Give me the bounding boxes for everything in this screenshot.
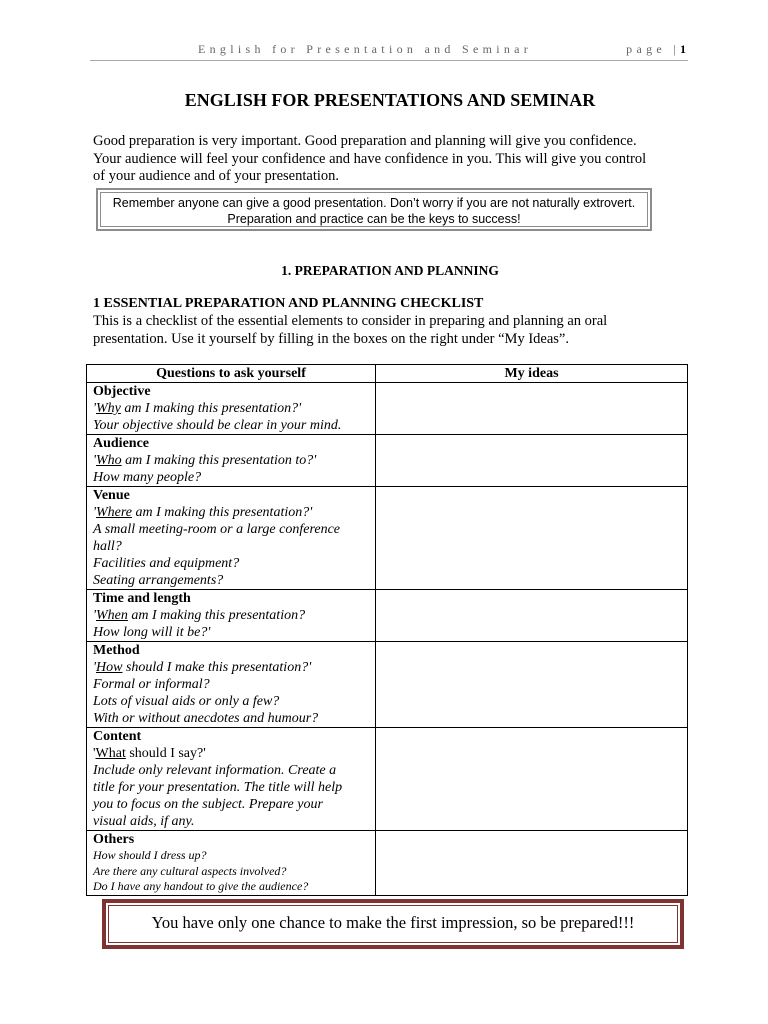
question-keyword: Who xyxy=(96,453,122,468)
row-label: Audience xyxy=(93,436,149,451)
table-row xyxy=(87,831,688,896)
table-header-row xyxy=(87,365,688,383)
description-line: presentation. Use it yourself by filling in the boxes on the right under “My Ideas”. xyxy=(93,330,569,347)
ideas-cell[interactable] xyxy=(376,590,688,642)
row-label: Objective xyxy=(93,384,151,399)
row-label: Method xyxy=(93,643,140,658)
row-detail: Your objective should be clear in your mind. xyxy=(93,418,342,433)
intro-paragraph xyxy=(93,133,693,186)
question-keyword: Why xyxy=(96,401,121,416)
row-question: 'Where am I making this presentation?' xyxy=(93,505,313,520)
tip-line: Preparation and practice can be the keys to success! xyxy=(227,212,521,226)
row-detail: Include only relevant information. Create a xyxy=(93,763,337,778)
checklist-description xyxy=(93,313,693,348)
table-row xyxy=(87,487,688,590)
row-question: 'What should I say?' xyxy=(93,746,206,761)
row-label: Content xyxy=(93,729,142,744)
ideas-cell[interactable] xyxy=(376,728,688,831)
row-question: 'How should I make this presentation?' xyxy=(93,660,312,675)
row-detail: Seating arrangements? xyxy=(93,573,224,588)
question-cell xyxy=(87,642,376,728)
page-label: page | xyxy=(626,42,680,56)
section-heading: 1. PREPARATION AND PLANNING xyxy=(281,263,499,278)
impression-text: You have only one chance to make the first impression, so be prepared!!! xyxy=(108,905,678,943)
question-cell xyxy=(87,383,376,435)
question-keyword: When xyxy=(96,608,128,623)
row-detail: With or without anecdotes and humour? xyxy=(93,711,319,726)
question-keyword: What xyxy=(95,746,126,761)
checklist-heading: 1 ESSENTIAL PREPARATION AND PLANNING CHECKLIST xyxy=(93,296,484,311)
row-label: Time and length xyxy=(93,591,191,606)
ideas-cell[interactable] xyxy=(376,383,688,435)
table-row xyxy=(87,728,688,831)
row-label: Venue xyxy=(93,488,130,503)
row-detail: How many people? xyxy=(93,470,202,485)
row-detail: How long will it be?' xyxy=(93,625,211,640)
question-keyword: Where xyxy=(96,505,133,520)
row-label: Others xyxy=(93,832,135,847)
header-page xyxy=(626,42,686,57)
row-detail: A small meeting-room or a large conference xyxy=(93,522,341,537)
row-detail: Formal or informal? xyxy=(93,677,210,692)
ideas-cell[interactable] xyxy=(376,831,688,896)
intro-line: of your audience and of your presentation. xyxy=(93,168,340,184)
ideas-cell[interactable] xyxy=(376,487,688,590)
tip-box-inner xyxy=(100,192,648,227)
description-line: This is a checklist of the essential elements to consider in preparing and planning an oral xyxy=(93,313,608,329)
column-header-ideas: My ideas xyxy=(376,365,688,383)
page-header xyxy=(90,42,688,61)
table-row xyxy=(87,383,688,435)
tip-line: Remember anyone can give a good presentation. Don’t worry if you are not naturally extrovert. xyxy=(112,196,636,210)
question-cell xyxy=(87,831,376,896)
document-title: ENGLISH FOR PRESENTATIONS AND SEMINAR xyxy=(184,90,596,110)
row-detail: visual aids, if any. xyxy=(93,814,195,829)
ideas-cell[interactable] xyxy=(376,435,688,487)
tip-box xyxy=(96,188,652,231)
question-cell xyxy=(87,728,376,831)
header-title: English for Presentation and Seminar xyxy=(198,42,533,56)
question-cell xyxy=(87,435,376,487)
page-number: 1 xyxy=(680,42,686,56)
question-cell xyxy=(87,590,376,642)
question-cell xyxy=(87,487,376,590)
row-question: 'When am I making this presentation? xyxy=(93,608,306,623)
impression-box xyxy=(102,899,684,949)
row-question: 'Why am I making this presentation?' xyxy=(93,401,302,416)
column-header-questions: Questions to ask yourself xyxy=(87,365,376,383)
row-detail: you to focus on the subject. Prepare your xyxy=(93,797,323,812)
intro-line: Good preparation is very important. Good preparation and planning will give you confidence. xyxy=(93,133,637,149)
table-row xyxy=(87,642,688,728)
row-detail: hall? xyxy=(93,539,122,554)
row-detail: Do I have any handout to give the audience? xyxy=(93,879,309,893)
table-row xyxy=(87,590,688,642)
row-question: 'Who am I making this presentation to?' xyxy=(93,453,317,468)
ideas-cell[interactable] xyxy=(376,642,688,728)
row-detail: Facilities and equipment? xyxy=(93,556,240,571)
question-keyword: How xyxy=(96,660,123,675)
row-detail: title for your presentation. The title will help xyxy=(93,780,343,795)
row-detail: Are there any cultural aspects involved? xyxy=(93,863,287,878)
row-detail: How should I dress up? xyxy=(93,848,207,862)
table-row xyxy=(87,435,688,487)
intro-line: Your audience will feel your confidence and have confidence in you. This will give you control xyxy=(93,150,647,167)
checklist-table xyxy=(86,364,688,896)
row-detail: Lots of visual aids or only a few? xyxy=(93,694,280,709)
